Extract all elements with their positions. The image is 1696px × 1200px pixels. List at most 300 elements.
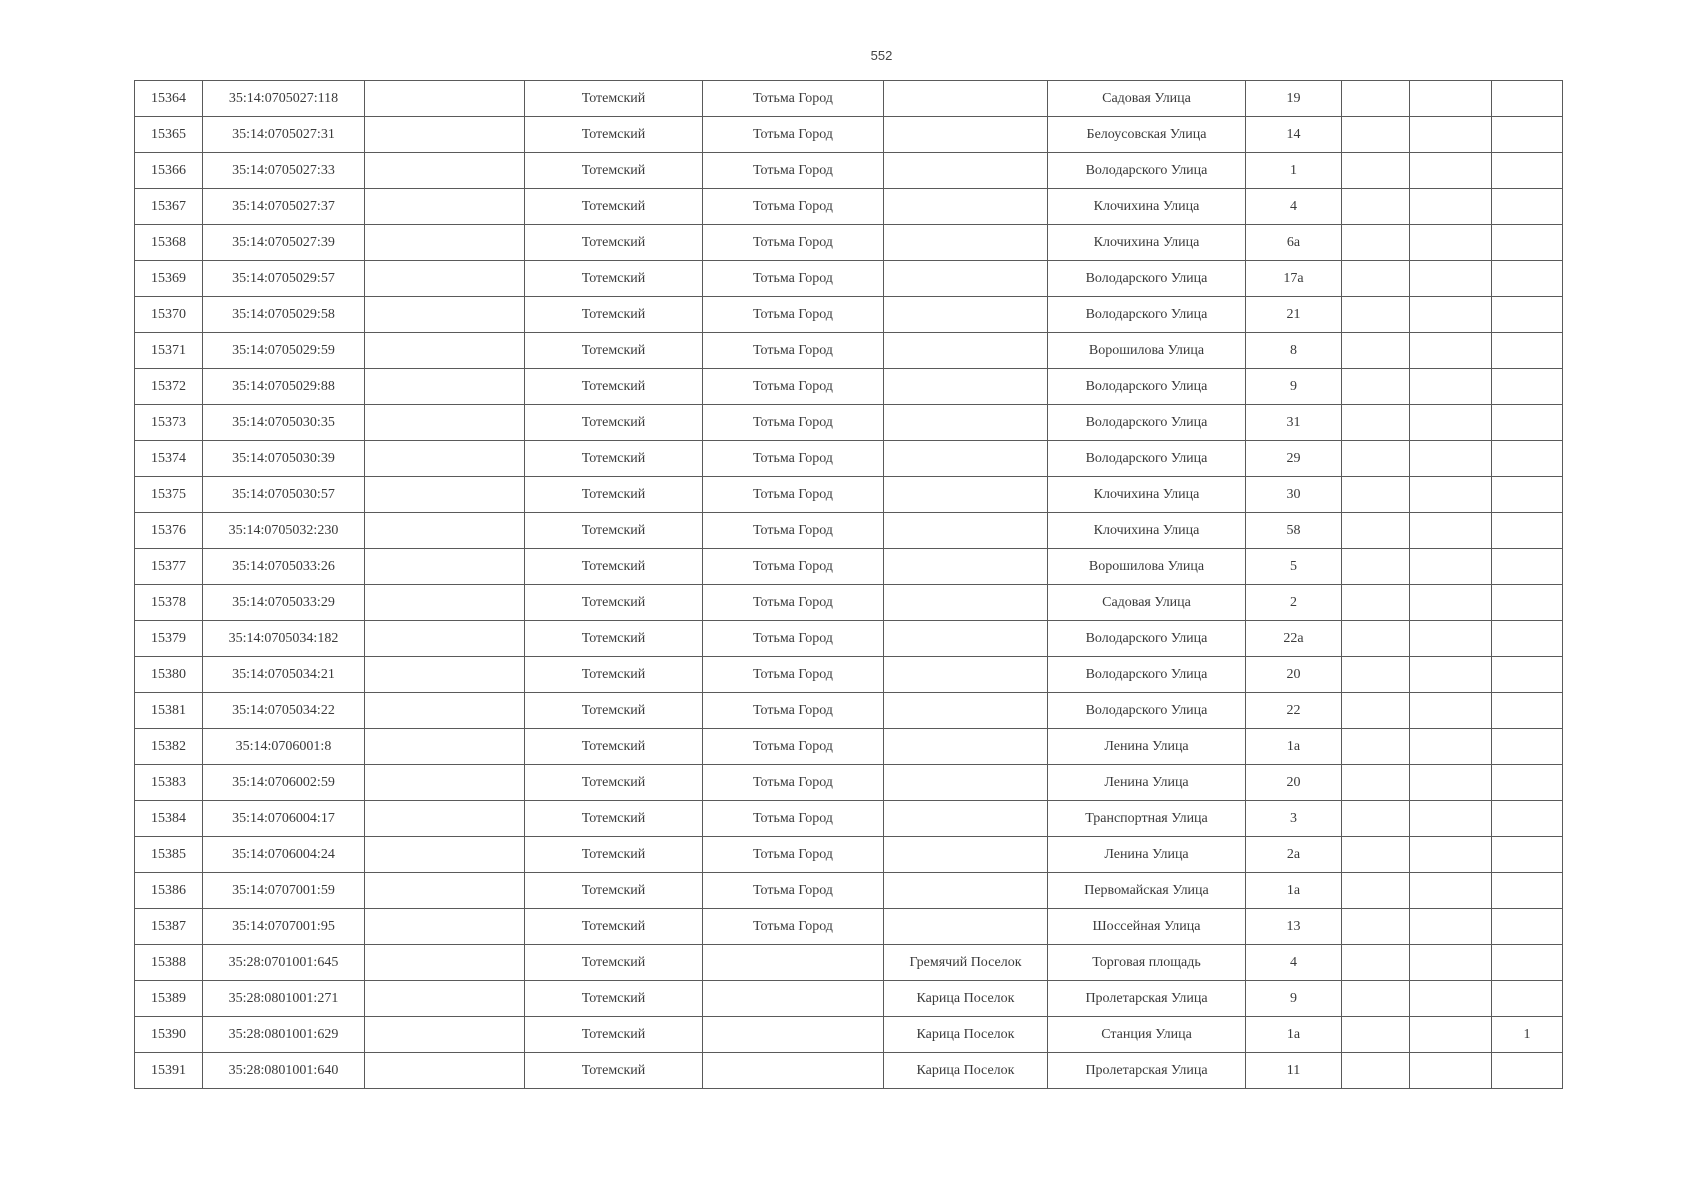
- city-cell: [703, 945, 884, 981]
- blank-cell: [365, 225, 525, 261]
- settlement-cell: [884, 549, 1048, 585]
- row-number-cell: 15387: [135, 909, 203, 945]
- table-row: [135, 909, 1563, 945]
- house-number-cell: 13: [1246, 909, 1342, 945]
- settlement-cell: [884, 333, 1048, 369]
- district-cell: Тотемский: [525, 549, 703, 585]
- street-cell: Володарского Улица: [1048, 261, 1246, 297]
- row-number-cell: 15375: [135, 477, 203, 513]
- extra-cell-2: [1410, 153, 1492, 189]
- blank-cell: [365, 441, 525, 477]
- settlement-cell: [884, 225, 1048, 261]
- district-cell: Тотемский: [525, 765, 703, 801]
- district-cell: Тотемский: [525, 729, 703, 765]
- settlement-cell: [884, 297, 1048, 333]
- table-row: [135, 189, 1563, 225]
- city-cell: Тотьма Город: [703, 729, 884, 765]
- blank-cell: [365, 945, 525, 981]
- table-row: [135, 981, 1563, 1017]
- street-cell: Первомайская Улица: [1048, 873, 1246, 909]
- row-number-cell: 15385: [135, 837, 203, 873]
- row-number-cell: 15378: [135, 585, 203, 621]
- row-number-cell: 15391: [135, 1053, 203, 1089]
- district-cell: Тотемский: [525, 81, 703, 117]
- street-cell: Клочихина Улица: [1048, 477, 1246, 513]
- settlement-cell: [884, 405, 1048, 441]
- settlement-cell: [884, 477, 1048, 513]
- row-number-cell: 15369: [135, 261, 203, 297]
- extra-cell-2: [1410, 441, 1492, 477]
- row-number-cell: 15374: [135, 441, 203, 477]
- settlement-cell: Карица Поселок: [884, 1053, 1048, 1089]
- district-cell: Тотемский: [525, 261, 703, 297]
- blank-cell: [365, 333, 525, 369]
- house-number-cell: 1а: [1246, 729, 1342, 765]
- district-cell: Тотемский: [525, 945, 703, 981]
- extra-cell-3: [1492, 369, 1563, 405]
- blank-cell: [365, 549, 525, 585]
- house-number-cell: 2: [1246, 585, 1342, 621]
- extra-cell-3: [1492, 513, 1563, 549]
- street-cell: Садовая Улица: [1048, 585, 1246, 621]
- extra-cell-1: [1342, 909, 1410, 945]
- district-cell: Тотемский: [525, 405, 703, 441]
- table-row: [135, 585, 1563, 621]
- extra-cell-3: [1492, 441, 1563, 477]
- blank-cell: [365, 621, 525, 657]
- extra-cell-3: [1492, 117, 1563, 153]
- extra-cell-3: [1492, 1053, 1563, 1089]
- table-body: [135, 81, 1563, 1089]
- house-number-cell: 14: [1246, 117, 1342, 153]
- city-cell: Тотьма Город: [703, 873, 884, 909]
- district-cell: Тотемский: [525, 369, 703, 405]
- house-number-cell: 9: [1246, 369, 1342, 405]
- street-cell: Володарского Улица: [1048, 693, 1246, 729]
- street-cell: Володарского Улица: [1048, 297, 1246, 333]
- cadastral-number-cell: 35:14:0705033:26: [203, 549, 365, 585]
- blank-cell: [365, 909, 525, 945]
- extra-cell-1: [1342, 1053, 1410, 1089]
- district-cell: Тотемский: [525, 153, 703, 189]
- house-number-cell: 1а: [1246, 1017, 1342, 1053]
- district-cell: Тотемский: [525, 621, 703, 657]
- extra-cell-3: [1492, 333, 1563, 369]
- settlement-cell: [884, 837, 1048, 873]
- table-row: [135, 693, 1563, 729]
- extra-cell-3: [1492, 153, 1563, 189]
- cadastral-number-cell: 35:14:0705027:33: [203, 153, 365, 189]
- table-row: [135, 729, 1563, 765]
- settlement-cell: [884, 729, 1048, 765]
- blank-cell: [365, 1053, 525, 1089]
- extra-cell-2: [1410, 405, 1492, 441]
- extra-cell-2: [1410, 945, 1492, 981]
- blank-cell: [365, 117, 525, 153]
- row-number-cell: 15383: [135, 765, 203, 801]
- settlement-cell: [884, 585, 1048, 621]
- settlement-cell: [884, 657, 1048, 693]
- settlement-cell: [884, 621, 1048, 657]
- district-cell: Тотемский: [525, 225, 703, 261]
- house-number-cell: 1: [1246, 153, 1342, 189]
- extra-cell-2: [1410, 261, 1492, 297]
- table-row: [135, 225, 1563, 261]
- property-register-table: [134, 80, 1563, 1089]
- district-cell: Тотемский: [525, 477, 703, 513]
- blank-cell: [365, 693, 525, 729]
- settlement-cell: [884, 441, 1048, 477]
- house-number-cell: 9: [1246, 981, 1342, 1017]
- extra-cell-2: [1410, 189, 1492, 225]
- row-number-cell: 15382: [135, 729, 203, 765]
- row-number-cell: 15365: [135, 117, 203, 153]
- settlement-cell: Карица Поселок: [884, 1017, 1048, 1053]
- table-row: [135, 81, 1563, 117]
- cadastral-number-cell: 35:14:0705030:57: [203, 477, 365, 513]
- city-cell: Тотьма Город: [703, 261, 884, 297]
- row-number-cell: 15384: [135, 801, 203, 837]
- extra-cell-3: [1492, 837, 1563, 873]
- street-cell: Станция Улица: [1048, 1017, 1246, 1053]
- city-cell: Тотьма Город: [703, 441, 884, 477]
- house-number-cell: 21: [1246, 297, 1342, 333]
- row-number-cell: 15379: [135, 621, 203, 657]
- extra-cell-1: [1342, 513, 1410, 549]
- extra-cell-2: [1410, 873, 1492, 909]
- row-number-cell: 15380: [135, 657, 203, 693]
- table-row: [135, 369, 1563, 405]
- extra-cell-1: [1342, 657, 1410, 693]
- extra-cell-1: [1342, 405, 1410, 441]
- cadastral-number-cell: 35:14:0705027:31: [203, 117, 365, 153]
- extra-cell-2: [1410, 1017, 1492, 1053]
- row-number-cell: 15373: [135, 405, 203, 441]
- table-row: [135, 153, 1563, 189]
- blank-cell: [365, 477, 525, 513]
- extra-cell-1: [1342, 621, 1410, 657]
- cadastral-number-cell: 35:14:0706004:24: [203, 837, 365, 873]
- settlement-cell: [884, 117, 1048, 153]
- table-row: [135, 873, 1563, 909]
- district-cell: Тотемский: [525, 693, 703, 729]
- extra-cell-1: [1342, 81, 1410, 117]
- extra-cell-2: [1410, 549, 1492, 585]
- extra-cell-1: [1342, 333, 1410, 369]
- street-cell: Ворошилова Улица: [1048, 333, 1246, 369]
- extra-cell-2: [1410, 1053, 1492, 1089]
- cadastral-number-cell: 35:14:0705029:88: [203, 369, 365, 405]
- street-cell: Белоусовская Улица: [1048, 117, 1246, 153]
- blank-cell: [365, 369, 525, 405]
- extra-cell-2: [1410, 81, 1492, 117]
- blank-cell: [365, 513, 525, 549]
- extra-cell-1: [1342, 729, 1410, 765]
- extra-cell-1: [1342, 117, 1410, 153]
- street-cell: Клочихина Улица: [1048, 225, 1246, 261]
- city-cell: Тотьма Город: [703, 513, 884, 549]
- house-number-cell: 4: [1246, 189, 1342, 225]
- extra-cell-3: [1492, 945, 1563, 981]
- extra-cell-2: [1410, 981, 1492, 1017]
- house-number-cell: 2а: [1246, 837, 1342, 873]
- house-number-cell: 6а: [1246, 225, 1342, 261]
- extra-cell-1: [1342, 693, 1410, 729]
- extra-cell-3: [1492, 585, 1563, 621]
- street-cell: Володарского Улица: [1048, 657, 1246, 693]
- street-cell: Володарского Улица: [1048, 369, 1246, 405]
- city-cell: Тотьма Город: [703, 837, 884, 873]
- table-row: [135, 261, 1563, 297]
- district-cell: Тотемский: [525, 801, 703, 837]
- row-number-cell: 15376: [135, 513, 203, 549]
- district-cell: Тотемский: [525, 837, 703, 873]
- district-cell: Тотемский: [525, 189, 703, 225]
- street-cell: Володарского Улица: [1048, 441, 1246, 477]
- settlement-cell: [884, 189, 1048, 225]
- table-row: [135, 117, 1563, 153]
- extra-cell-1: [1342, 873, 1410, 909]
- extra-cell-1: [1342, 369, 1410, 405]
- cadastral-number-cell: 35:28:0801001:271: [203, 981, 365, 1017]
- settlement-cell: [884, 801, 1048, 837]
- house-number-cell: 29: [1246, 441, 1342, 477]
- table-row: [135, 765, 1563, 801]
- extra-cell-2: [1410, 369, 1492, 405]
- extra-cell-1: [1342, 585, 1410, 621]
- blank-cell: [365, 189, 525, 225]
- extra-cell-3: [1492, 81, 1563, 117]
- blank-cell: [365, 261, 525, 297]
- cadastral-number-cell: 35:14:0705027:118: [203, 81, 365, 117]
- extra-cell-1: [1342, 189, 1410, 225]
- city-cell: Тотьма Город: [703, 369, 884, 405]
- blank-cell: [365, 1017, 525, 1053]
- settlement-cell: [884, 873, 1048, 909]
- street-cell: Володарского Улица: [1048, 153, 1246, 189]
- extra-cell-1: [1342, 477, 1410, 513]
- row-number-cell: 15364: [135, 81, 203, 117]
- cadastral-number-cell: 35:14:0705027:37: [203, 189, 365, 225]
- extra-cell-3: [1492, 693, 1563, 729]
- district-cell: Тотемский: [525, 909, 703, 945]
- extra-cell-2: [1410, 765, 1492, 801]
- street-cell: Ленина Улица: [1048, 837, 1246, 873]
- extra-cell-1: [1342, 549, 1410, 585]
- cadastral-number-cell: 35:14:0705029:57: [203, 261, 365, 297]
- extra-cell-2: [1410, 333, 1492, 369]
- table-row: [135, 333, 1563, 369]
- blank-cell: [365, 297, 525, 333]
- table-row: [135, 621, 1563, 657]
- street-cell: Транспортная Улица: [1048, 801, 1246, 837]
- extra-cell-1: [1342, 765, 1410, 801]
- settlement-cell: [884, 765, 1048, 801]
- district-cell: Тотемский: [525, 513, 703, 549]
- street-cell: Ленина Улица: [1048, 765, 1246, 801]
- settlement-cell: Карица Поселок: [884, 981, 1048, 1017]
- city-cell: Тотьма Город: [703, 225, 884, 261]
- cadastral-number-cell: 35:14:0705027:39: [203, 225, 365, 261]
- street-cell: Ленина Улица: [1048, 729, 1246, 765]
- street-cell: Володарского Улица: [1048, 621, 1246, 657]
- house-number-cell: 1а: [1246, 873, 1342, 909]
- city-cell: Тотьма Город: [703, 189, 884, 225]
- cadastral-number-cell: 35:28:0801001:640: [203, 1053, 365, 1089]
- extra-cell-2: [1410, 657, 1492, 693]
- house-number-cell: 5: [1246, 549, 1342, 585]
- blank-cell: [365, 729, 525, 765]
- blank-cell: [365, 981, 525, 1017]
- extra-cell-1: [1342, 261, 1410, 297]
- cadastral-number-cell: 35:14:0705030:39: [203, 441, 365, 477]
- settlement-cell: [884, 909, 1048, 945]
- table-row: [135, 549, 1563, 585]
- cadastral-number-cell: 35:14:0705029:59: [203, 333, 365, 369]
- city-cell: Тотьма Город: [703, 549, 884, 585]
- row-number-cell: 15381: [135, 693, 203, 729]
- cadastral-number-cell: 35:14:0707001:95: [203, 909, 365, 945]
- city-cell: Тотьма Город: [703, 765, 884, 801]
- city-cell: Тотьма Город: [703, 693, 884, 729]
- settlement-cell: [884, 513, 1048, 549]
- extra-cell-3: [1492, 729, 1563, 765]
- city-cell: Тотьма Город: [703, 801, 884, 837]
- cadastral-number-cell: 35:14:0705033:29: [203, 585, 365, 621]
- house-number-cell: 31: [1246, 405, 1342, 441]
- extra-cell-2: [1410, 297, 1492, 333]
- extra-cell-2: [1410, 621, 1492, 657]
- cadastral-number-cell: 35:14:0705030:35: [203, 405, 365, 441]
- row-number-cell: 15372: [135, 369, 203, 405]
- district-cell: Тотемский: [525, 585, 703, 621]
- street-cell: Садовая Улица: [1048, 81, 1246, 117]
- street-cell: Пролетарская Улица: [1048, 1053, 1246, 1089]
- extra-cell-3: [1492, 765, 1563, 801]
- extra-cell-2: [1410, 837, 1492, 873]
- blank-cell: [365, 657, 525, 693]
- district-cell: Тотемский: [525, 1053, 703, 1089]
- street-cell: Клочихина Улица: [1048, 189, 1246, 225]
- extra-cell-3: [1492, 261, 1563, 297]
- cadastral-number-cell: 35:14:0706001:8: [203, 729, 365, 765]
- extra-cell-3: 1: [1492, 1017, 1563, 1053]
- city-cell: Тотьма Город: [703, 621, 884, 657]
- city-cell: Тотьма Город: [703, 153, 884, 189]
- extra-cell-1: [1342, 945, 1410, 981]
- house-number-cell: 22а: [1246, 621, 1342, 657]
- settlement-cell: [884, 81, 1048, 117]
- house-number-cell: 4: [1246, 945, 1342, 981]
- street-cell: Клочихина Улица: [1048, 513, 1246, 549]
- settlement-cell: [884, 369, 1048, 405]
- row-number-cell: 15367: [135, 189, 203, 225]
- blank-cell: [365, 873, 525, 909]
- blank-cell: [365, 81, 525, 117]
- extra-cell-1: [1342, 801, 1410, 837]
- extra-cell-1: [1342, 837, 1410, 873]
- extra-cell-2: [1410, 729, 1492, 765]
- blank-cell: [365, 153, 525, 189]
- district-cell: Тотемский: [525, 297, 703, 333]
- street-cell: Пролетарская Улица: [1048, 981, 1246, 1017]
- street-cell: Шоссейная Улица: [1048, 909, 1246, 945]
- street-cell: Торговая площадь: [1048, 945, 1246, 981]
- house-number-cell: 3: [1246, 801, 1342, 837]
- extra-cell-2: [1410, 117, 1492, 153]
- city-cell: [703, 1053, 884, 1089]
- row-number-cell: 15386: [135, 873, 203, 909]
- blank-cell: [365, 585, 525, 621]
- row-number-cell: 15371: [135, 333, 203, 369]
- city-cell: Тотьма Город: [703, 405, 884, 441]
- row-number-cell: 15370: [135, 297, 203, 333]
- district-cell: Тотемский: [525, 873, 703, 909]
- row-number-cell: 15368: [135, 225, 203, 261]
- extra-cell-3: [1492, 873, 1563, 909]
- table-row: [135, 405, 1563, 441]
- city-cell: Тотьма Город: [703, 297, 884, 333]
- extra-cell-3: [1492, 189, 1563, 225]
- district-cell: Тотемский: [525, 981, 703, 1017]
- row-number-cell: 15377: [135, 549, 203, 585]
- cadastral-number-cell: 35:28:0801001:629: [203, 1017, 365, 1053]
- blank-cell: [365, 765, 525, 801]
- extra-cell-3: [1492, 297, 1563, 333]
- cadastral-number-cell: 35:14:0705034:182: [203, 621, 365, 657]
- extra-cell-2: [1410, 477, 1492, 513]
- extra-cell-1: [1342, 981, 1410, 1017]
- extra-cell-3: [1492, 657, 1563, 693]
- house-number-cell: 8: [1246, 333, 1342, 369]
- row-number-cell: 15388: [135, 945, 203, 981]
- table-row: [135, 801, 1563, 837]
- house-number-cell: 11: [1246, 1053, 1342, 1089]
- settlement-cell: [884, 261, 1048, 297]
- cadastral-number-cell: 35:14:0705034:21: [203, 657, 365, 693]
- cadastral-number-cell: 35:28:0701001:645: [203, 945, 365, 981]
- extra-cell-3: [1492, 909, 1563, 945]
- district-cell: Тотемский: [525, 657, 703, 693]
- street-cell: Ворошилова Улица: [1048, 549, 1246, 585]
- city-cell: Тотьма Город: [703, 585, 884, 621]
- extra-cell-3: [1492, 801, 1563, 837]
- cadastral-number-cell: 35:14:0705032:230: [203, 513, 365, 549]
- city-cell: Тотьма Город: [703, 117, 884, 153]
- house-number-cell: 22: [1246, 693, 1342, 729]
- district-cell: Тотемский: [525, 1017, 703, 1053]
- table-row: [135, 1053, 1563, 1089]
- table-row: [135, 837, 1563, 873]
- house-number-cell: 30: [1246, 477, 1342, 513]
- extra-cell-3: [1492, 621, 1563, 657]
- city-cell: Тотьма Город: [703, 477, 884, 513]
- city-cell: Тотьма Город: [703, 909, 884, 945]
- extra-cell-2: [1410, 225, 1492, 261]
- house-number-cell: 58: [1246, 513, 1342, 549]
- row-number-cell: 15389: [135, 981, 203, 1017]
- cadastral-number-cell: 35:14:0705034:22: [203, 693, 365, 729]
- extra-cell-3: [1492, 405, 1563, 441]
- table-row: [135, 1017, 1563, 1053]
- extra-cell-2: [1410, 513, 1492, 549]
- city-cell: Тотьма Город: [703, 333, 884, 369]
- extra-cell-3: [1492, 225, 1563, 261]
- extra-cell-1: [1342, 441, 1410, 477]
- extra-cell-2: [1410, 693, 1492, 729]
- blank-cell: [365, 837, 525, 873]
- extra-cell-3: [1492, 549, 1563, 585]
